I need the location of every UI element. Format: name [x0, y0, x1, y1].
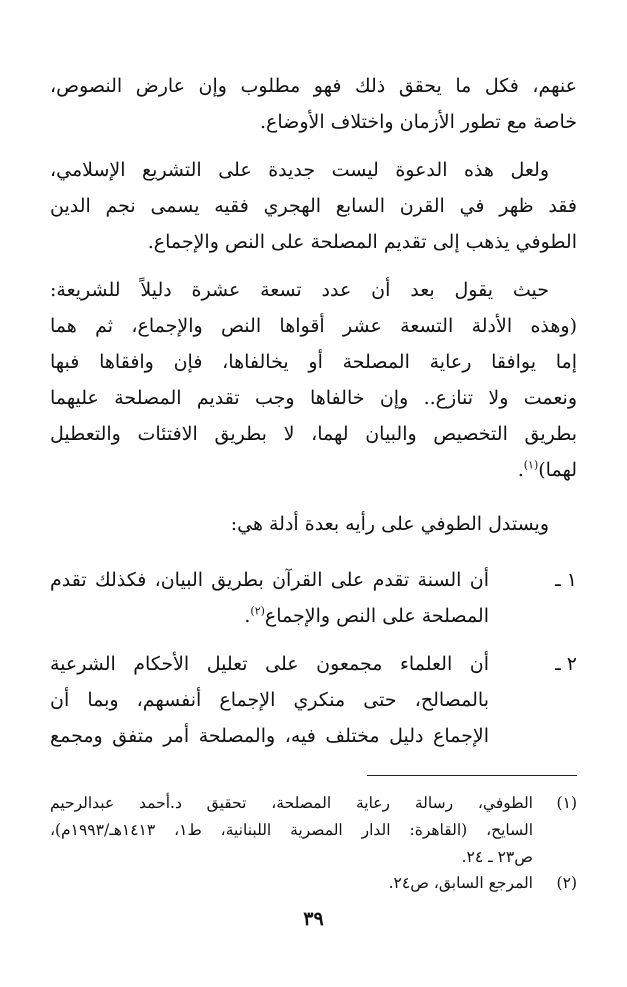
- paragraph-4: [50, 506, 577, 542]
- text-line: ولعل هذه الدعوة ليست جديدة على التشريع الإسلامي،: [50, 159, 549, 181]
- quote-end-text: لهما): [538, 459, 577, 481]
- text-line: أن العلماء مجمعون على تعليل الأحكام الشرعية: [50, 653, 489, 675]
- text-line-last: [50, 452, 577, 488]
- footnote-separator: [367, 775, 577, 776]
- text-line-last: [50, 598, 489, 634]
- text-line: الطوفي يذهب إلى تقديم المصلحة على النص والإجماع.: [147, 231, 577, 253]
- list-item-2: [50, 646, 577, 754]
- text-line: أن السنة تقدم على القرآن بطريق البيان، فكذلك تقدم: [50, 569, 489, 591]
- text-line: بطريق التخصيص والبيان لهما، لا بطريق الافتئات والتعطيل: [50, 423, 577, 445]
- text-line: خاصة مع تطور الأزمان واختلاف الأوضاع.: [260, 111, 577, 133]
- footnote-number: (١): [556, 794, 577, 812]
- text-line: عنهم، فكل ما يحقق ذلك فهو مطلوب وإن عارض النصوص،: [50, 75, 577, 97]
- list-item-1: [50, 562, 577, 634]
- period: .: [244, 605, 251, 627]
- text-line: ونعمت ولا تنازع.. وإن خالفاها وجب تقديم المصلحة عليهما: [50, 387, 577, 409]
- paragraph-1: [50, 68, 577, 140]
- footnote-line: السايح، (القاهرة: الدار المصرية اللبنانية، ط١، ١٤١٣هـ/١٩٩٣م)،: [50, 821, 533, 839]
- item-text-end: المصلحة على النص والإجماع: [264, 605, 489, 627]
- text-line: فقد ظهر في القرن السابع الهجري فقيه يسمى نجم الدين: [50, 195, 577, 217]
- footnote-line: الطوفي، رسالة رعاية المصلحة، تحقيق د.أحمد عبدالرحيم: [50, 794, 533, 812]
- footnote-line: ص٢٣ ـ ٢٤.: [461, 848, 533, 866]
- footnote-ref-1[interactable]: (١): [523, 458, 539, 472]
- text-line: إما يوافقا رعاية المصلحة أو يخالفاها، فإن وافقاها فبها: [50, 351, 577, 373]
- footnote-line: المرجع السابق، ص٢٤.: [388, 874, 533, 892]
- text-line: ويستدل الطوفي على رأيه بعدة أدلة هي:: [230, 513, 549, 535]
- text-line: بالمصالح، حتى منكري الإجماع أنفسهم، وبما أن: [50, 689, 489, 711]
- text-line: حيث يقول بعد أن عدد تسعة عشرة دليلاً للشريعة:: [50, 279, 549, 301]
- item-number: ١ ـ: [555, 569, 577, 591]
- footnote-2: [50, 870, 577, 897]
- footnote-ref-2[interactable]: (٢): [250, 604, 265, 618]
- paragraph-3: [50, 272, 577, 488]
- footnote-number: (٢): [556, 874, 577, 892]
- text-line: الإجماع دليل مختلف فيه، والمصلحة أمر متفق ومجمع: [50, 725, 489, 747]
- page-number: ٣٩: [303, 908, 324, 930]
- paragraph-2: [50, 152, 577, 260]
- text-line: (وهذه الأدلة التسعة عشر أقواها النص والإجماع، ثم هما: [50, 315, 577, 337]
- footnote-1: [50, 790, 577, 871]
- item-number: ٢ ـ: [555, 653, 577, 675]
- period: .: [517, 459, 524, 481]
